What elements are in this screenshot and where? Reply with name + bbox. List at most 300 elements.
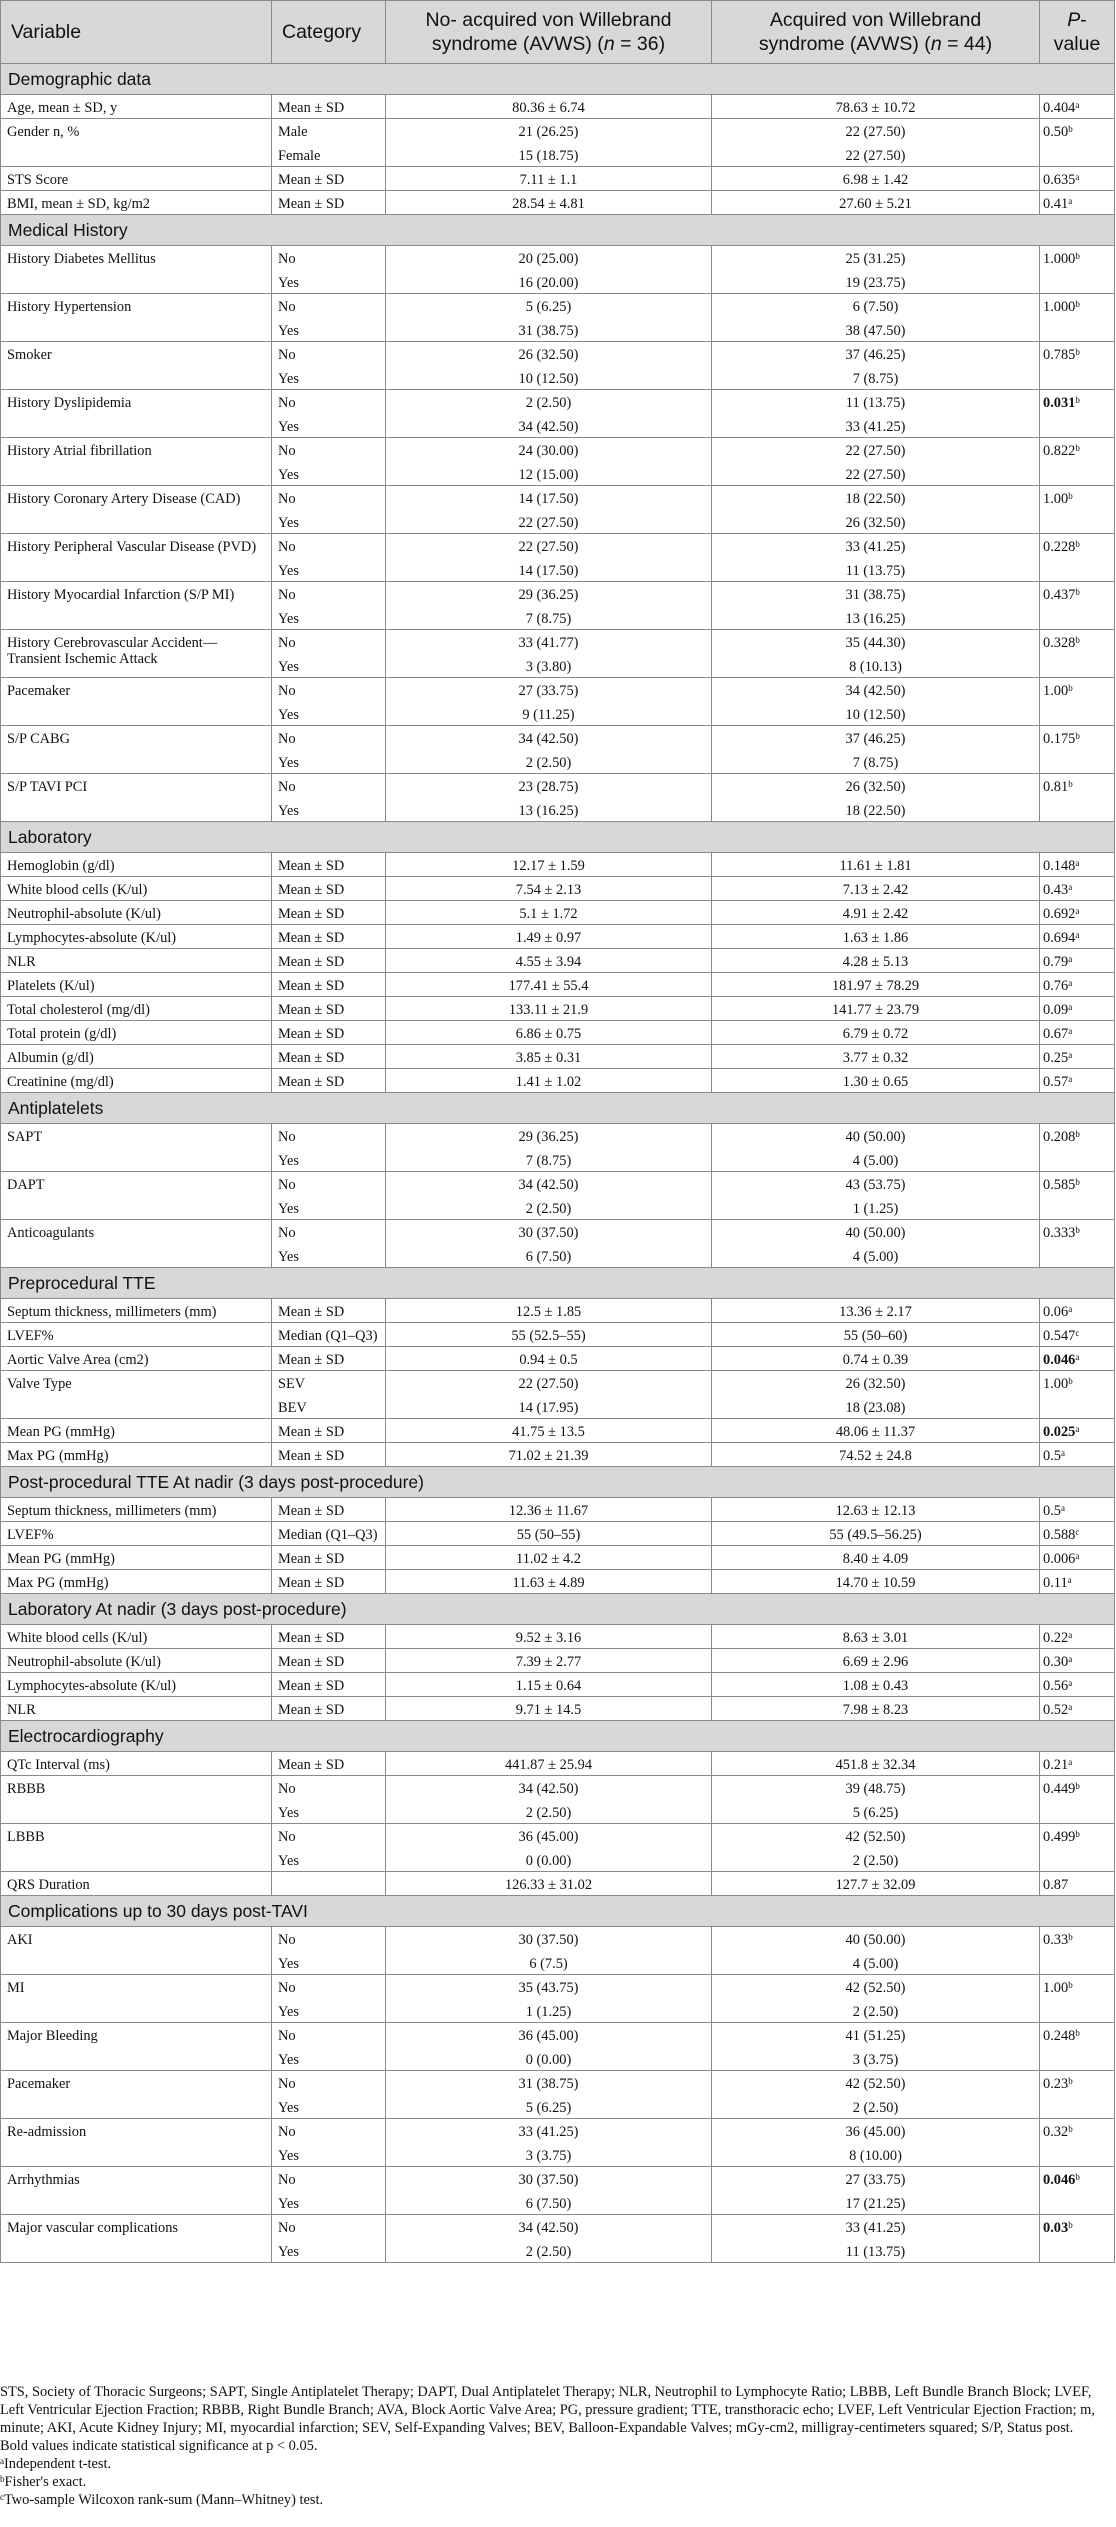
variable-cell: SAPT	[1, 1124, 272, 1172]
table-row	[1, 2023, 1115, 2047]
no-avws-cell: 2 (2.50)	[386, 2239, 712, 2263]
table-row	[1, 853, 1115, 877]
avws-cell: 11 (13.75)	[712, 390, 1040, 414]
no-avws-cell: 1.41 ± 1.02	[386, 1069, 712, 1093]
p-value-footnote-mark: a	[1068, 1304, 1073, 1314]
p-value-footnote-mark: b	[1068, 124, 1073, 134]
p-value-cell	[1040, 1323, 1115, 1347]
header-no-avws-line2-post: = 36)	[614, 33, 666, 55]
variable-cell: Mean PG (mmHg)	[1, 1419, 272, 1443]
variable-cell: Gender n, %	[1, 119, 272, 167]
avws-cell: 4 (5.00)	[712, 1951, 1040, 1975]
no-avws-cell: 29 (36.25)	[386, 582, 712, 606]
avws-cell: 22 (27.50)	[712, 438, 1040, 462]
p-value: 0.76	[1043, 978, 1069, 994]
avws-cell: 3 (3.75)	[712, 2047, 1040, 2071]
p-value: 0.09	[1043, 1002, 1069, 1018]
p-value-footnote-mark: a	[1075, 172, 1080, 182]
no-avws-cell: 2 (2.50)	[386, 1800, 712, 1824]
p-value: 0.22	[1043, 1630, 1069, 1646]
p-value-cell	[1040, 1975, 1115, 2023]
p-value-cell	[1040, 774, 1115, 822]
variable-cell: Mean PG (mmHg)	[1, 1546, 272, 1570]
table-row	[1, 1872, 1115, 1896]
category-cell: Median (Q1–Q3)	[272, 1522, 386, 1546]
no-avws-cell: 55 (52.5–55)	[386, 1323, 712, 1347]
avws-cell: 27 (33.75)	[712, 2167, 1040, 2191]
p-value-cell	[1040, 1824, 1115, 1872]
footnote-b-text: Fisher's exact.	[4, 2474, 87, 2490]
avws-cell: 12.63 ± 12.13	[712, 1498, 1040, 1522]
p-value-footnote-mark: b	[1068, 2076, 1073, 2086]
p-value-cell	[1040, 1371, 1115, 1419]
p-value-cell	[1040, 246, 1115, 294]
category-cell: Mean ± SD	[272, 877, 386, 901]
variable-cell: History Myocardial Infarction (S/P MI)	[1, 582, 272, 630]
p-value-footnote-mark: a	[1068, 978, 1073, 988]
category-cell: No	[272, 630, 386, 654]
avws-cell: 36 (45.00)	[712, 2119, 1040, 2143]
variable-cell: Platelets (K/ul)	[1, 973, 272, 997]
p-value-footnote-mark: b	[1068, 683, 1073, 693]
p-value-cell	[1040, 1927, 1115, 1975]
no-avws-cell: 55 (50–55)	[386, 1522, 712, 1546]
p-value: 0.81	[1043, 779, 1069, 795]
p-value-cell	[1040, 1752, 1115, 1776]
avws-cell: 38 (47.50)	[712, 318, 1040, 342]
category-cell: No	[272, 2071, 386, 2095]
avws-cell: 22 (27.50)	[712, 119, 1040, 143]
no-avws-cell: 7.54 ± 2.13	[386, 877, 712, 901]
table-row	[1, 191, 1115, 215]
no-avws-cell: 27 (33.75)	[386, 678, 712, 702]
no-avws-cell: 16 (20.00)	[386, 270, 712, 294]
table-row	[1, 1824, 1115, 1848]
no-avws-cell: 9.71 ± 14.5	[386, 1697, 712, 1721]
table-row	[1, 1625, 1115, 1649]
p-value-footnote-mark: b	[1068, 1932, 1073, 1942]
no-avws-cell: 30 (37.50)	[386, 1927, 712, 1951]
avws-cell: 6.98 ± 1.42	[712, 167, 1040, 191]
no-avws-cell: 30 (37.50)	[386, 2167, 712, 2191]
p-value: 0.046	[1043, 2172, 1076, 2188]
p-value: 0.499	[1043, 1829, 1076, 1845]
category-cell: No	[272, 2215, 386, 2239]
p-value: 0.87	[1043, 1877, 1069, 1893]
variable-cell: S/P CABG	[1, 726, 272, 774]
p-value: 0.32	[1043, 2124, 1069, 2140]
avws-cell: 37 (46.25)	[712, 726, 1040, 750]
section-title: Laboratory	[1, 822, 1115, 853]
avws-cell: 4 (5.00)	[712, 1244, 1040, 1268]
no-avws-cell: 14 (17.50)	[386, 558, 712, 582]
category-cell: No	[272, 582, 386, 606]
avws-cell: 13.36 ± 2.17	[712, 1299, 1040, 1323]
variable-cell: History Diabetes Mellitus	[1, 246, 272, 294]
category-cell: BEV	[272, 1395, 386, 1419]
table-row	[1, 1419, 1115, 1443]
footnote-c-mark: c	[0, 2492, 4, 2502]
variable-cell: Neutrophil-absolute (K/ul)	[1, 901, 272, 925]
p-value: 0.25	[1043, 1050, 1069, 1066]
no-avws-cell: 6 (7.50)	[386, 1244, 712, 1268]
p-value-footnote-mark: b	[1075, 1829, 1080, 1839]
p-value: 0.23	[1043, 2076, 1069, 2092]
variable-cell: History Cerebrovascular Accident—Transient Ischemic Attack	[1, 630, 272, 678]
avws-cell: 48.06 ± 11.37	[712, 1419, 1040, 1443]
category-cell: Mean ± SD	[272, 1347, 386, 1371]
p-value-footnote-mark: b	[1068, 1376, 1073, 1386]
table-row	[1, 95, 1115, 119]
variable-cell: Neutrophil-absolute (K/ul)	[1, 1649, 272, 1673]
no-avws-cell: 5.1 ± 1.72	[386, 901, 712, 925]
avws-cell: 6 (7.50)	[712, 294, 1040, 318]
no-avws-cell: 20 (25.00)	[386, 246, 712, 270]
variable-cell: History Atrial fibrillation	[1, 438, 272, 486]
no-avws-cell: 2 (2.50)	[386, 750, 712, 774]
p-value-footnote-mark: b	[1075, 299, 1080, 309]
category-cell: No	[272, 2119, 386, 2143]
no-avws-cell: 3 (3.75)	[386, 2143, 712, 2167]
p-value-cell	[1040, 901, 1115, 925]
table-row	[1, 582, 1115, 606]
p-value: 0.328	[1043, 635, 1076, 651]
p-value: 0.785	[1043, 347, 1076, 363]
variable-cell: Septum thickness, millimeters (mm)	[1, 1299, 272, 1323]
footnote-b-mark: b	[0, 2474, 5, 2484]
p-value-cell	[1040, 2071, 1115, 2119]
p-value-footnote-mark: b	[1075, 347, 1080, 357]
variable-cell: History Coronary Artery Disease (CAD)	[1, 486, 272, 534]
avws-cell: 7 (8.75)	[712, 750, 1040, 774]
category-cell: Mean ± SD	[272, 95, 386, 119]
avws-cell: 40 (50.00)	[712, 1124, 1040, 1148]
category-cell: Yes	[272, 654, 386, 678]
avws-cell: 4.28 ± 5.13	[712, 949, 1040, 973]
table-row	[1, 1975, 1115, 1999]
variable-cell: S/P TAVI PCI	[1, 774, 272, 822]
p-value-footnote-mark: b	[1075, 1225, 1080, 1235]
category-cell: Yes	[272, 2047, 386, 2071]
avws-cell: 6.79 ± 0.72	[712, 1021, 1040, 1045]
header-avws-line2-pre: syndrome (AVWS) (	[758, 33, 931, 55]
variable-cell: Total cholesterol (mg/dl)	[1, 997, 272, 1021]
no-avws-cell: 36 (45.00)	[386, 2023, 712, 2047]
variable-cell: QRS Duration	[1, 1872, 272, 1896]
category-cell: Yes	[272, 1951, 386, 1975]
avws-cell: 42 (52.50)	[712, 2071, 1040, 2095]
no-avws-cell: 71.02 ± 21.39	[386, 1443, 712, 1467]
variable-cell: White blood cells (K/ul)	[1, 877, 272, 901]
p-value-footnote-mark: b	[1068, 491, 1073, 501]
no-avws-cell: 0 (0.00)	[386, 2047, 712, 2071]
category-cell: Mean ± SD	[272, 853, 386, 877]
section-header-row	[1, 822, 1115, 853]
p-value-cell	[1040, 1649, 1115, 1673]
variable-cell: Valve Type	[1, 1371, 272, 1419]
category-cell: Mean ± SD	[272, 901, 386, 925]
avws-cell: 26 (32.50)	[712, 1371, 1040, 1395]
no-avws-cell: 5 (6.25)	[386, 294, 712, 318]
footnote-c	[0, 2491, 1110, 2509]
avws-cell: 2 (2.50)	[712, 1999, 1040, 2023]
category-cell: No	[272, 1975, 386, 1999]
table-row	[1, 726, 1115, 750]
footnote-bold-note: Bold values indicate statistical significance at p < 0.05.	[0, 2438, 318, 2454]
no-avws-cell: 133.11 ± 21.9	[386, 997, 712, 1021]
p-value-footnote-mark: a	[1061, 1448, 1065, 1458]
section-header-row	[1, 1594, 1115, 1625]
avws-cell: 1.63 ± 1.86	[712, 925, 1040, 949]
variable-cell: Re-admission	[1, 2119, 272, 2167]
category-cell: Yes	[272, 2239, 386, 2263]
header-p-italic: P	[1067, 9, 1081, 31]
category-cell: Yes	[272, 1800, 386, 1824]
category-cell: Yes	[272, 2191, 386, 2215]
variable-cell: QTc Interval (ms)	[1, 1752, 272, 1776]
p-value-cell	[1040, 630, 1115, 678]
variable-cell: NLR	[1, 949, 272, 973]
p-value-cell	[1040, 678, 1115, 726]
category-cell: Mean ± SD	[272, 1649, 386, 1673]
category-cell: No	[272, 1927, 386, 1951]
footnote-a-mark: a	[0, 2456, 4, 2466]
no-avws-cell: 4.55 ± 3.94	[386, 949, 712, 973]
p-value: 0.547	[1043, 1328, 1076, 1344]
category-cell: Mean ± SD	[272, 1546, 386, 1570]
variable-cell: Major vascular complications	[1, 2215, 272, 2263]
category-cell	[272, 1872, 386, 1896]
no-avws-cell: 22 (27.50)	[386, 510, 712, 534]
category-cell: No	[272, 726, 386, 750]
p-value-cell	[1040, 853, 1115, 877]
variable-cell: Pacemaker	[1, 678, 272, 726]
category-cell: Male	[272, 119, 386, 143]
category-cell: No	[272, 390, 386, 414]
table-row	[1, 925, 1115, 949]
p-value: 0.43	[1043, 882, 1069, 898]
p-value-cell	[1040, 486, 1115, 534]
p-value-cell	[1040, 167, 1115, 191]
avws-cell: 55 (50–60)	[712, 1323, 1040, 1347]
variable-cell: LVEF%	[1, 1522, 272, 1546]
footnotes	[0, 2383, 1110, 2509]
category-cell: Mean ± SD	[272, 1299, 386, 1323]
no-avws-cell: 22 (27.50)	[386, 534, 712, 558]
avws-cell: 0.74 ± 0.39	[712, 1347, 1040, 1371]
p-value: 0.635	[1043, 172, 1076, 188]
section-header-row	[1, 1467, 1115, 1498]
p-value-footnote-mark: b	[1075, 2028, 1080, 2038]
variable-cell: Creatinine (mg/dl)	[1, 1069, 272, 1093]
no-avws-cell: 26 (32.50)	[386, 342, 712, 366]
category-cell: Yes	[272, 1999, 386, 2023]
p-value-footnote-mark: a	[1068, 1026, 1073, 1036]
no-avws-cell: 1.15 ± 0.64	[386, 1673, 712, 1697]
p-value-cell	[1040, 1625, 1115, 1649]
p-value-footnote-mark: b	[1075, 587, 1080, 597]
table-row	[1, 877, 1115, 901]
p-value: 0.50	[1043, 124, 1069, 140]
table-row	[1, 1927, 1115, 1951]
no-avws-cell: 7.11 ± 1.1	[386, 167, 712, 191]
table-row	[1, 2167, 1115, 2191]
category-cell: Yes	[272, 750, 386, 774]
p-value: 0.21	[1043, 1757, 1069, 1773]
no-avws-cell: 31 (38.75)	[386, 318, 712, 342]
section-header-row	[1, 1896, 1115, 1927]
variable-cell: White blood cells (K/ul)	[1, 1625, 272, 1649]
category-cell: No	[272, 2167, 386, 2191]
table-row	[1, 390, 1115, 414]
p-value-footnote-mark: a	[1068, 1702, 1073, 1712]
variable-cell: BMI, mean ± SD, kg/m2	[1, 191, 272, 215]
p-value-footnote-mark: a	[1068, 1654, 1073, 1664]
table-row	[1, 973, 1115, 997]
table-row	[1, 1498, 1115, 1522]
table-body	[1, 64, 1115, 2263]
variable-cell: Hemoglobin (g/dl)	[1, 853, 272, 877]
no-avws-cell: 41.75 ± 13.5	[386, 1419, 712, 1443]
variable-cell: DAPT	[1, 1172, 272, 1220]
table-row	[1, 678, 1115, 702]
table-row	[1, 438, 1115, 462]
category-cell: Mean ± SD	[272, 191, 386, 215]
section-title: Antiplatelets	[1, 1093, 1115, 1124]
variable-cell: LBBB	[1, 1824, 272, 1872]
avws-cell: 18 (22.50)	[712, 798, 1040, 822]
table-row	[1, 1045, 1115, 1069]
avws-cell: 8 (10.00)	[712, 2143, 1040, 2167]
table-row	[1, 2119, 1115, 2143]
avws-cell: 33 (41.25)	[712, 534, 1040, 558]
table-row	[1, 167, 1115, 191]
category-cell: No	[272, 246, 386, 270]
table-row	[1, 1172, 1115, 1196]
p-value-footnote-mark: a	[1068, 1050, 1073, 1060]
variable-cell: RBBB	[1, 1776, 272, 1824]
no-avws-cell: 7 (8.75)	[386, 1148, 712, 1172]
no-avws-cell: 12.5 ± 1.85	[386, 1299, 712, 1323]
table-row	[1, 1776, 1115, 1800]
p-value: 0.046	[1043, 1352, 1076, 1368]
p-value-footnote-mark: b	[1075, 251, 1080, 261]
p-value: 0.404	[1043, 100, 1076, 116]
table-row	[1, 1371, 1115, 1395]
p-value: 0.67	[1043, 1026, 1069, 1042]
p-value-footnote-mark: a	[1068, 1630, 1073, 1640]
header-avws-n: n	[930, 33, 942, 55]
footnote-a-text: Independent t-test.	[4, 2456, 112, 2472]
avws-cell: 19 (23.75)	[712, 270, 1040, 294]
no-avws-cell: 1.49 ± 0.97	[386, 925, 712, 949]
avws-cell: 33 (41.25)	[712, 2215, 1040, 2239]
no-avws-cell: 23 (28.75)	[386, 774, 712, 798]
p-value: 0.41	[1043, 196, 1069, 212]
p-value-footnote-mark: a	[1068, 882, 1073, 892]
variable-cell: Max PG (mmHg)	[1, 1443, 272, 1467]
avws-cell: 1 (1.25)	[712, 1196, 1040, 1220]
avws-cell: 55 (49.5–56.25)	[712, 1522, 1040, 1546]
category-cell: No	[272, 678, 386, 702]
avws-cell: 42 (52.50)	[712, 1824, 1040, 1848]
no-avws-cell: 2 (2.50)	[386, 390, 712, 414]
avws-cell: 33 (41.25)	[712, 414, 1040, 438]
no-avws-cell: 34 (42.50)	[386, 1172, 712, 1196]
avws-cell: 2 (2.50)	[712, 1848, 1040, 1872]
variable-cell: Lymphocytes-absolute (K/ul)	[1, 1673, 272, 1697]
header-p-value	[1040, 1, 1115, 64]
p-value-footnote-mark: a	[1075, 906, 1080, 916]
table-row	[1, 1752, 1115, 1776]
p-value-footnote-mark: b	[1075, 731, 1080, 741]
p-value: 1.00	[1043, 683, 1069, 699]
p-value-cell	[1040, 973, 1115, 997]
p-value: 0.06	[1043, 1304, 1069, 1320]
no-avws-cell: 29 (36.25)	[386, 1124, 712, 1148]
category-cell: Mean ± SD	[272, 925, 386, 949]
table-row	[1, 901, 1115, 925]
category-cell: Mean ± SD	[272, 1443, 386, 1467]
no-avws-cell: 12.36 ± 11.67	[386, 1498, 712, 1522]
p-value-cell	[1040, 1522, 1115, 1546]
avws-cell: 39 (48.75)	[712, 1776, 1040, 1800]
p-value-cell	[1040, 2215, 1115, 2263]
avws-cell: 37 (46.25)	[712, 342, 1040, 366]
header-avws-line1: Acquired von Willebrand	[769, 9, 982, 31]
no-avws-cell: 3 (3.80)	[386, 654, 712, 678]
no-avws-cell: 9.52 ± 3.16	[386, 1625, 712, 1649]
no-avws-cell: 36 (45.00)	[386, 1824, 712, 1848]
no-avws-cell: 33 (41.25)	[386, 2119, 712, 2143]
p-value: 0.449	[1043, 1781, 1076, 1797]
category-cell: Mean ± SD	[272, 1570, 386, 1594]
avws-cell: 141.77 ± 23.79	[712, 997, 1040, 1021]
p-value-cell	[1040, 1045, 1115, 1069]
p-value-footnote-mark: b	[1068, 1980, 1073, 1990]
p-value-footnote-mark: b	[1068, 779, 1073, 789]
p-value-cell	[1040, 1498, 1115, 1522]
p-value-cell	[1040, 949, 1115, 973]
header-avws	[712, 1, 1040, 64]
category-cell: Yes	[272, 510, 386, 534]
p-value: 0.57	[1043, 1074, 1069, 1090]
p-value-footnote-mark: a	[1075, 1551, 1080, 1561]
p-value-cell	[1040, 1172, 1115, 1220]
category-cell: Mean ± SD	[272, 1069, 386, 1093]
category-cell: No	[272, 774, 386, 798]
variable-cell: Total protein (g/dl)	[1, 1021, 272, 1045]
no-avws-cell: 6.86 ± 0.75	[386, 1021, 712, 1045]
table-header-row	[1, 1, 1115, 64]
p-value: 0.025	[1043, 1424, 1076, 1440]
avws-cell: 1.08 ± 0.43	[712, 1673, 1040, 1697]
p-value-cell	[1040, 119, 1115, 167]
header-no-avws-line2-pre: syndrome (AVWS) (	[431, 33, 604, 55]
variable-cell: Anticoagulants	[1, 1220, 272, 1268]
no-avws-cell: 3.85 ± 0.31	[386, 1045, 712, 1069]
avws-cell: 1.30 ± 0.65	[712, 1069, 1040, 1093]
p-value-cell	[1040, 726, 1115, 774]
avws-cell: 7.98 ± 8.23	[712, 1697, 1040, 1721]
p-value-footnote-mark: a	[1068, 954, 1073, 964]
p-value-cell	[1040, 582, 1115, 630]
p-value: 0.52	[1043, 1702, 1069, 1718]
header-no-avws-line1: No- acquired von Willebrand	[425, 9, 672, 31]
p-value: 0.694	[1043, 930, 1076, 946]
category-cell: No	[272, 1824, 386, 1848]
avws-cell: 26 (32.50)	[712, 774, 1040, 798]
